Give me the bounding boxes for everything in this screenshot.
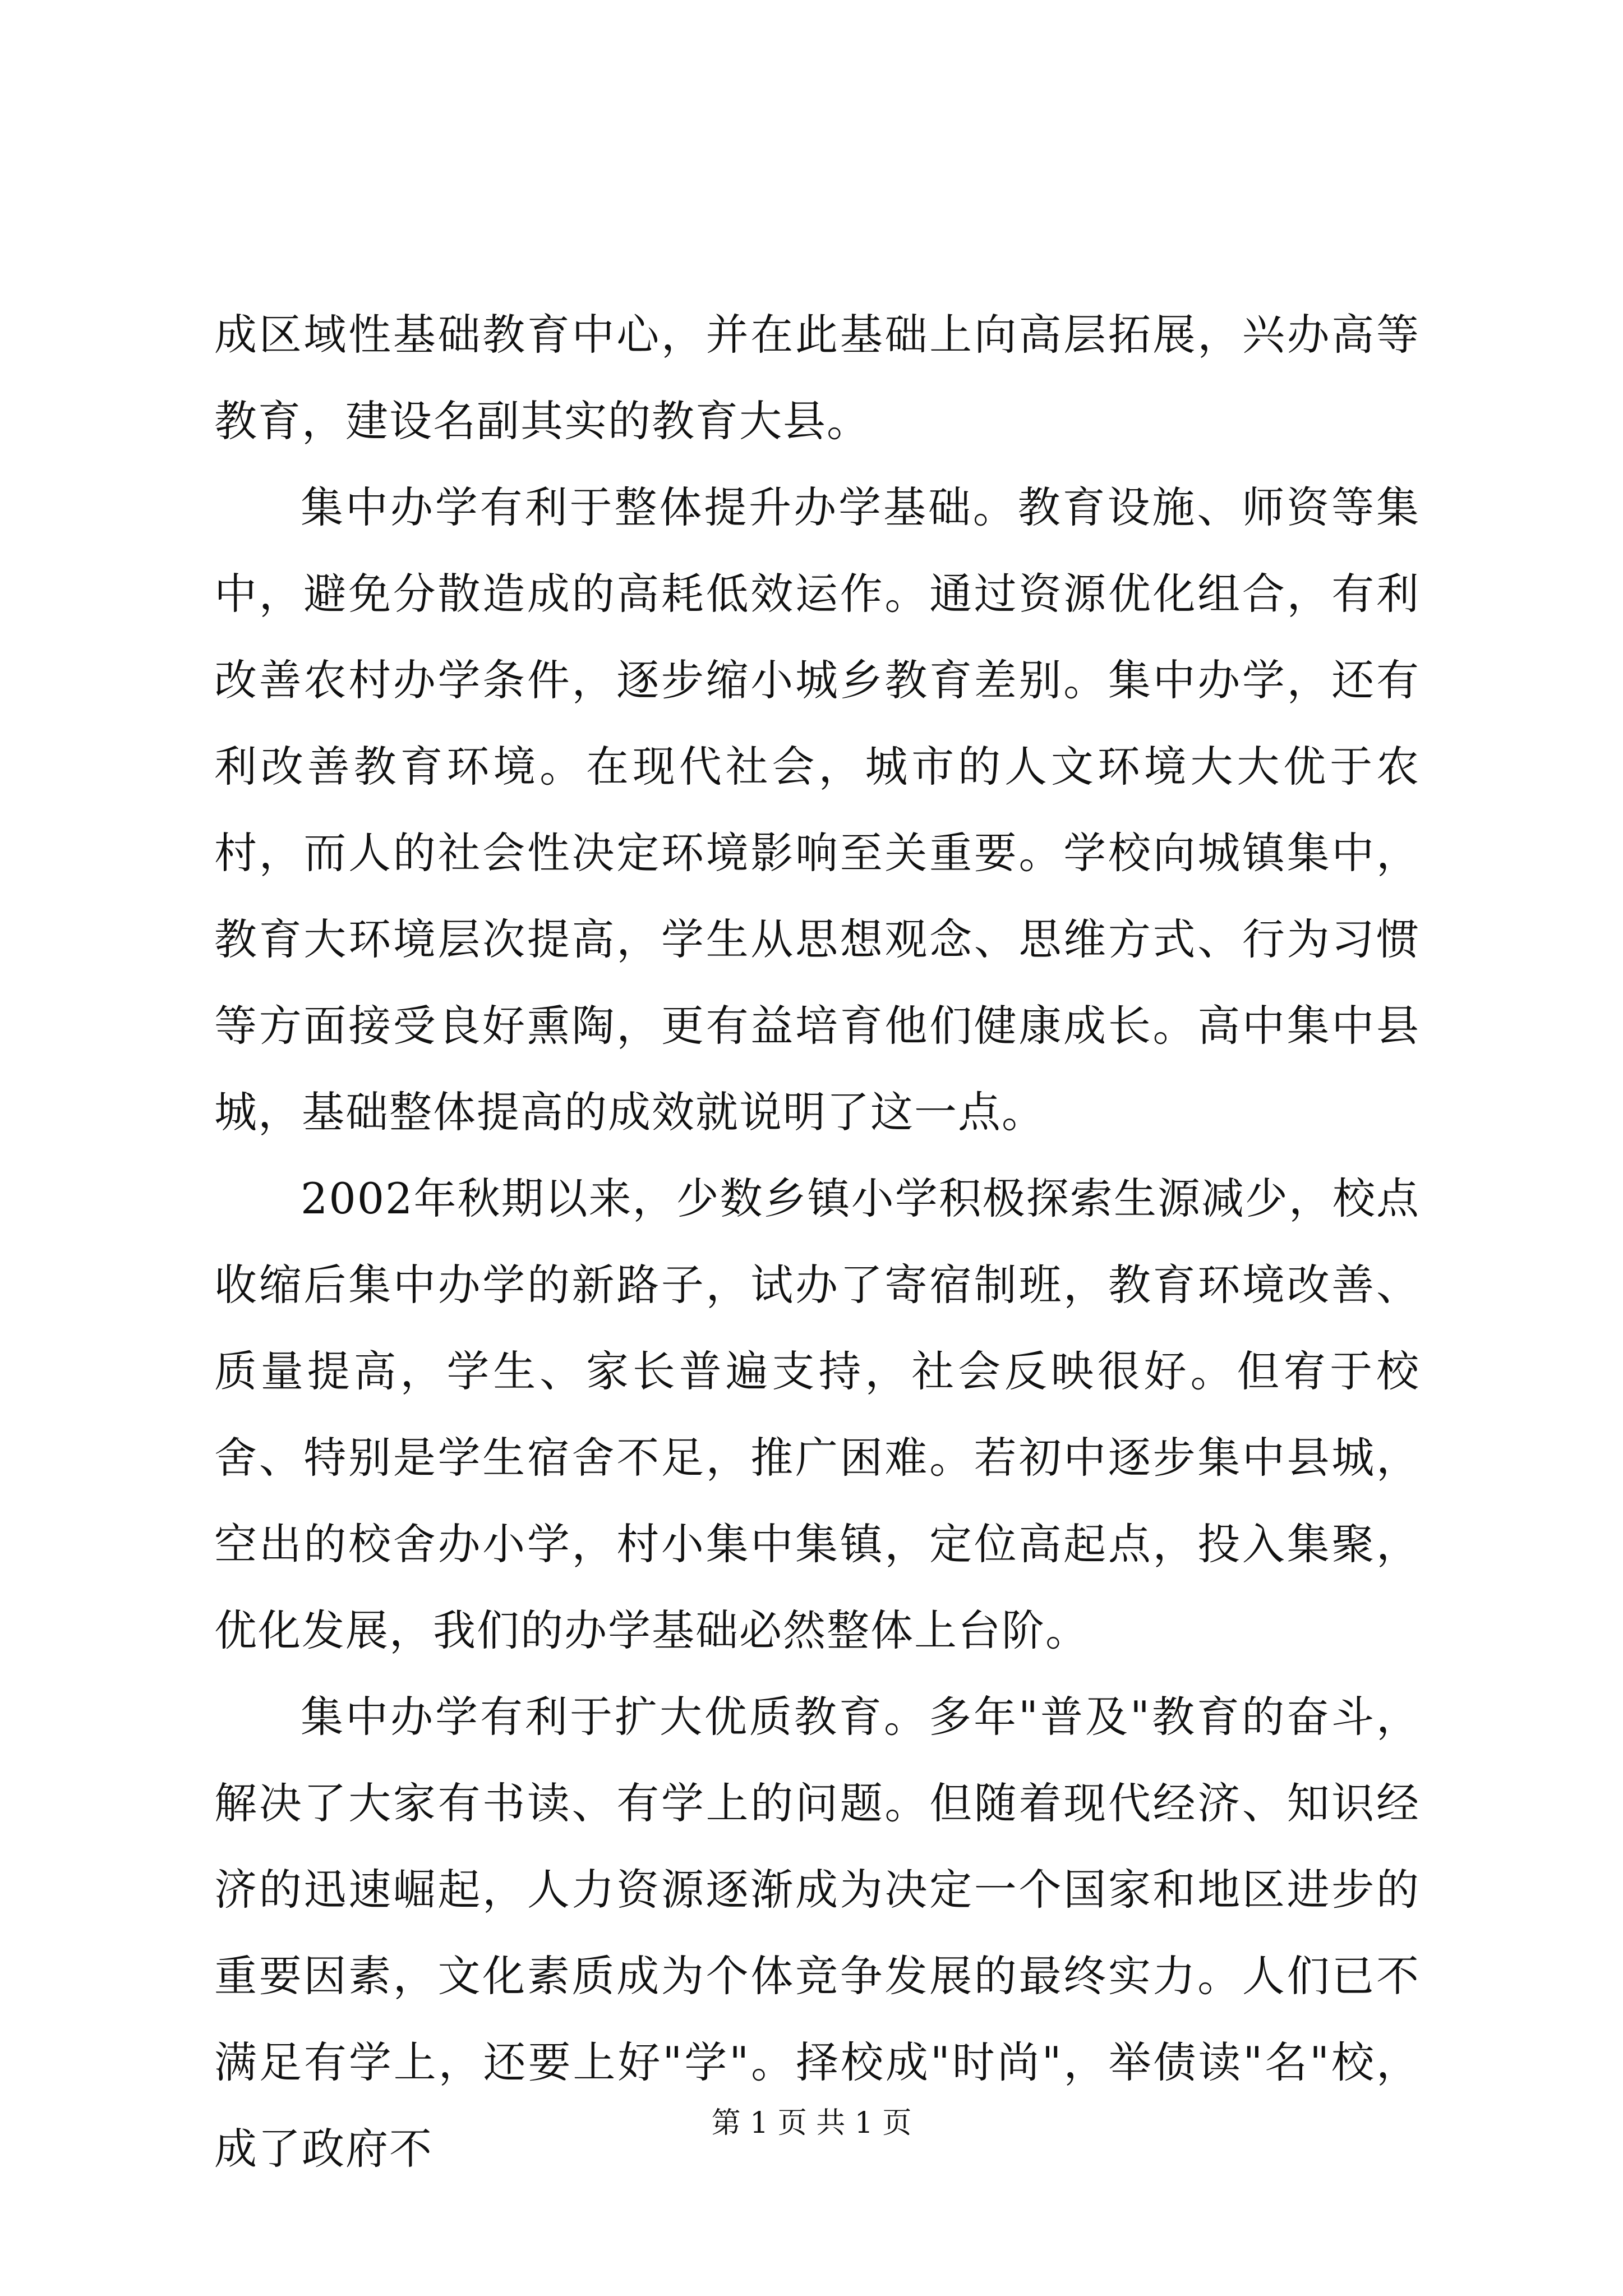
paragraph-continuation: 成区域性基础教育中心，并在此基础上向高层拓展，兴办高等教育，建设名副其实的教育大县。 bbox=[214, 310, 1420, 446]
document-body bbox=[214, 292, 1420, 2192]
paragraph-2002-exploration: 2002年秋期以来，少数乡镇小学积极探索生源减少，校点收缩后集中办学的新路子，试办了寄宿制班，教育环境改善、质量提高，学生、家长普遍支持，社会反映很好。但宥于校舍、特别是学生宿舍不足，推广困难。若初中逐步集中县城，空出的校舍办小学，村小集中集镇，定位高起点，投入集聚，优化发展，我们的办学基础必然整体上台阶。 bbox=[214, 1174, 1420, 1655]
paragraph-quality-education: 集中办学有利于扩大优质教育。多年"普及"教育的奋斗，解决了大家有书读、有学上的问题。但随着现代经济、知识经济的迅速崛起，人力资源逐渐成为决定一个国家和地区进步的重要因素，文化素质成为个体竞争发展的最终实力。人们已不满足有学上，还要上好"学"。择校成"时尚"，举债读"名"校，成了政府不 bbox=[214, 1692, 1420, 2174]
page-footer: 第 1 页 共 1 页 bbox=[711, 2106, 912, 2140]
paragraph-centralized-schooling-foundation: 集中办学有利于整体提升办学基础。教育设施、师资等集中，避免分散造成的高耗低效运作。通过资源优化组合，有利改善农村办学条件，逐步缩小城乡教育差别。集中办学，还有利改善教育环境。在现代社会，城市的人文环境大大优于农村，而人的社会性决定环境影响至关重要。学校向城镇集中，教育大环境层次提高，学生从思想观念、思维方式、行为习惯等方面接受良好熏陶，更有益培育他们健康成长。高中集中县城，基础整体提高的成效就说明了这一点。 bbox=[214, 482, 1420, 1137]
